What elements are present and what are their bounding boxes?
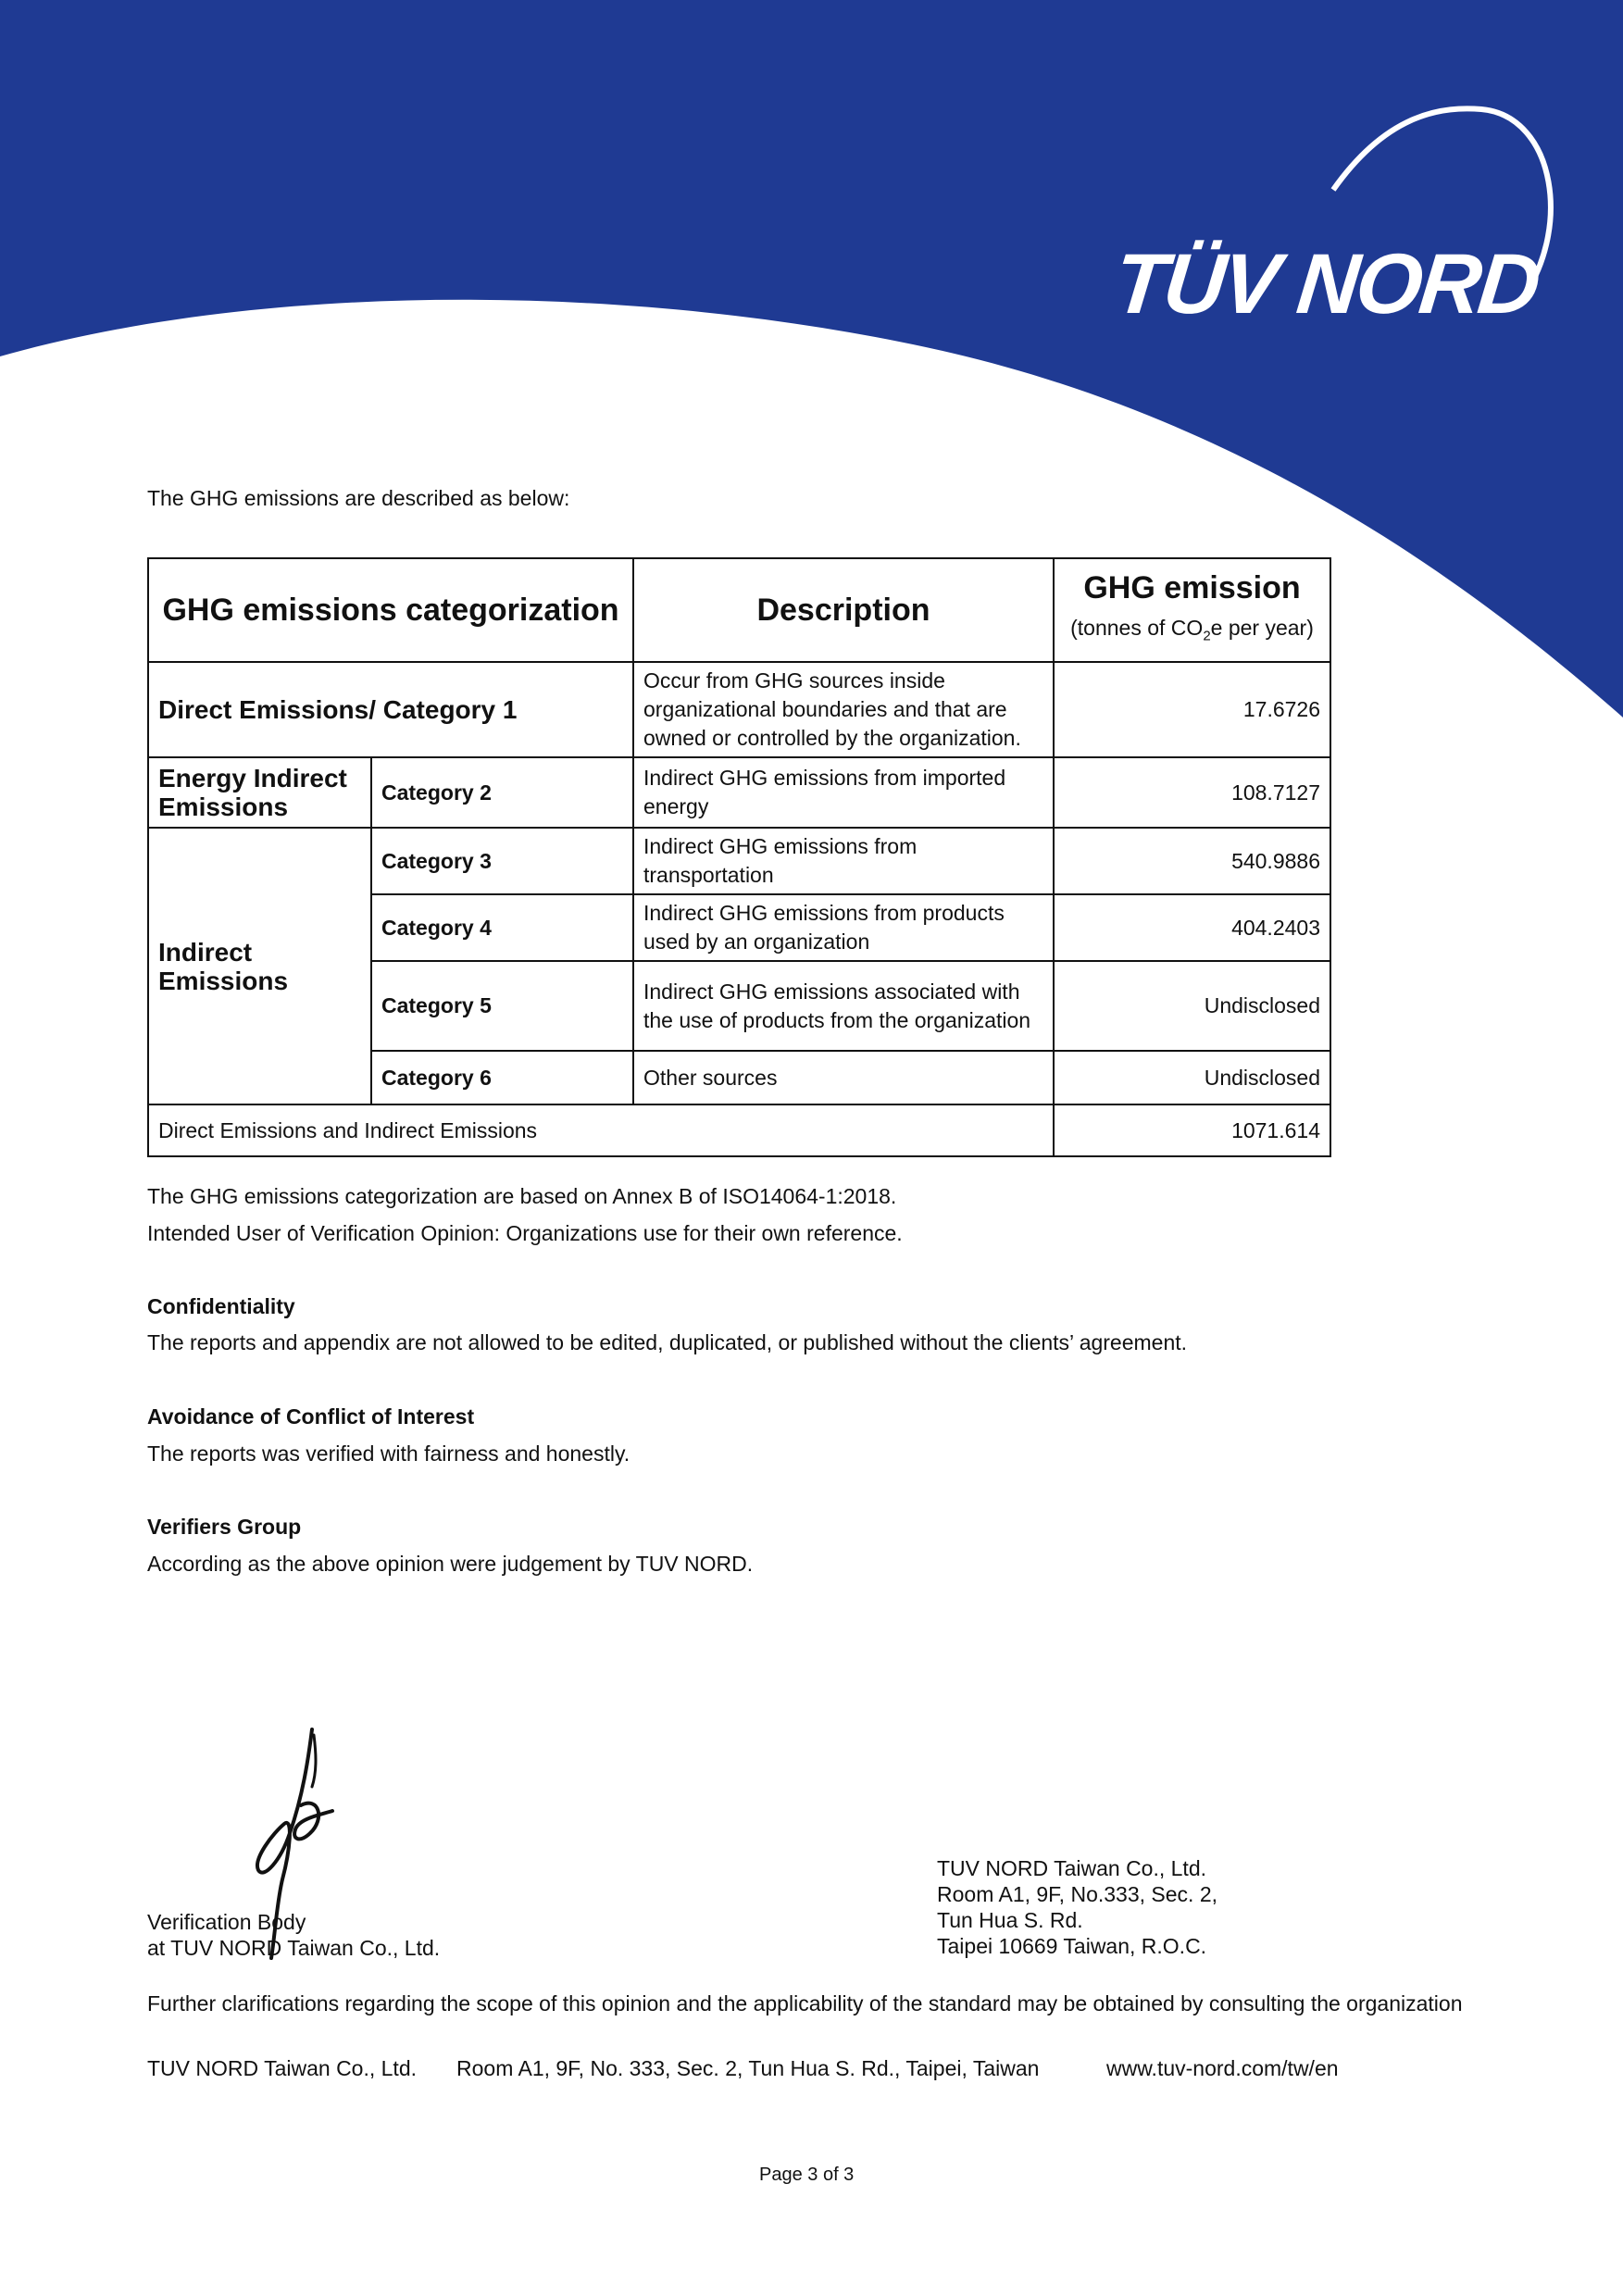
category-label: Category 5 <box>371 961 633 1051</box>
note-standard: The GHG emissions categorization are based on Annex B of ISO14064-1:2018. <box>147 1184 897 1208</box>
category-label: Category 4 <box>371 894 633 961</box>
conflict-text: The reports was verified with fairness and honestly. <box>147 1441 630 1466</box>
table-header-row <box>148 558 1330 662</box>
ghg-emissions-table <box>147 557 1331 1157</box>
emission-value: Undisclosed <box>1054 1051 1330 1104</box>
category-label: Category 3 <box>371 828 633 894</box>
confidentiality-heading: Confidentiality <box>147 1294 295 1318</box>
address-line-4: Taipei 10669 Taiwan, R.O.C. <box>937 1934 1207 1958</box>
category-label: Category 2 <box>371 757 633 828</box>
description-cell: Indirect GHG emissions from imported energy <box>633 757 1054 828</box>
emission-value: 108.7127 <box>1054 757 1330 828</box>
total-label: Direct Emissions and Indirect Emissions <box>148 1104 1054 1156</box>
description-cell: Indirect GHG emissions from transportation <box>633 828 1054 894</box>
confidentiality-text: The reports and appendix are not allowed to be edited, duplicated, or published without the clients’ agreement. <box>147 1330 1188 1354</box>
table-row <box>148 828 1330 894</box>
address-line-3: Tun Hua S. Rd. <box>937 1908 1083 1932</box>
group-energy-indirect: Energy Indirect Emissions <box>148 757 371 828</box>
intro-text: The GHG emissions are described as below: <box>147 486 570 510</box>
header-description: Description <box>633 558 1054 662</box>
emission-value: 540.9886 <box>1054 828 1330 894</box>
footer-company: TUV NORD Taiwan Co., Ltd. <box>147 2056 418 2080</box>
description-cell: Occur from GHG sources inside organizational boundaries and that are owned or controlled by the organization. <box>633 662 1054 757</box>
table-row <box>148 757 1330 828</box>
footer-website-link[interactable]: www.tuv-nord.com/tw/en <box>1106 2056 1339 2080</box>
header-emission <box>1054 558 1330 662</box>
page-number: Page 3 of 3 <box>759 2165 855 2185</box>
signature-line-2: at TUV NORD Taiwan Co., Ltd. <box>147 1936 441 1960</box>
table-total-row <box>148 1104 1330 1156</box>
header-categorization: GHG emissions categorization <box>148 558 633 662</box>
verifiers-text: According as the above opinion were judgement by TUV NORD. <box>147 1552 754 1576</box>
group-indirect-emissions: Indirect Emissions <box>148 828 371 1104</box>
header-emission-title: GHG emission <box>1083 569 1301 605</box>
description-cell: Indirect GHG emissions associated with the use of products from the organization <box>633 961 1054 1051</box>
address-line-2: Room A1, 9F, No.333, Sec. 2, <box>937 1882 1217 1906</box>
emission-value: 404.2403 <box>1054 894 1330 961</box>
category-label: Category 6 <box>371 1051 633 1104</box>
conflict-heading: Avoidance of Conflict of Interest <box>147 1404 475 1429</box>
emission-value: Undisclosed <box>1054 961 1330 1051</box>
table-row <box>148 662 1330 757</box>
group-direct-emissions: Direct Emissions/ Category 1 <box>148 662 633 757</box>
unit-post: e per year) <box>1210 615 1314 640</box>
unit-pre: (tonnes of CO <box>1070 615 1204 640</box>
description-cell: Indirect GHG emissions from products used by an organization <box>633 894 1054 961</box>
total-value: 1071.614 <box>1054 1104 1330 1156</box>
header-emission-unit <box>1064 603 1320 651</box>
unit-sub: 2 <box>1203 628 1211 644</box>
emission-value: 17.6726 <box>1054 662 1330 757</box>
signature-line-1: Verification Body <box>147 1910 306 1934</box>
footer-clarification: Further clarifications regarding the scope of this opinion and the applicability of the standard may be obtained by consulting the organization <box>147 1991 1463 2015</box>
footer-address: Room A1, 9F, No. 333, Sec. 2, Tun Hua S. Rd., Taipei, Taiwan <box>456 2056 1040 2080</box>
tuv-nord-logo: TÜV NORD <box>1109 237 1542 331</box>
verifiers-heading: Verifiers Group <box>147 1515 302 1539</box>
note-intended-user: Intended User of Verification Opinion: Organizations use for their own reference. <box>147 1221 903 1245</box>
address-line-1: TUV NORD Taiwan Co., Ltd. <box>937 1856 1207 1880</box>
description-cell: Other sources <box>633 1051 1054 1104</box>
